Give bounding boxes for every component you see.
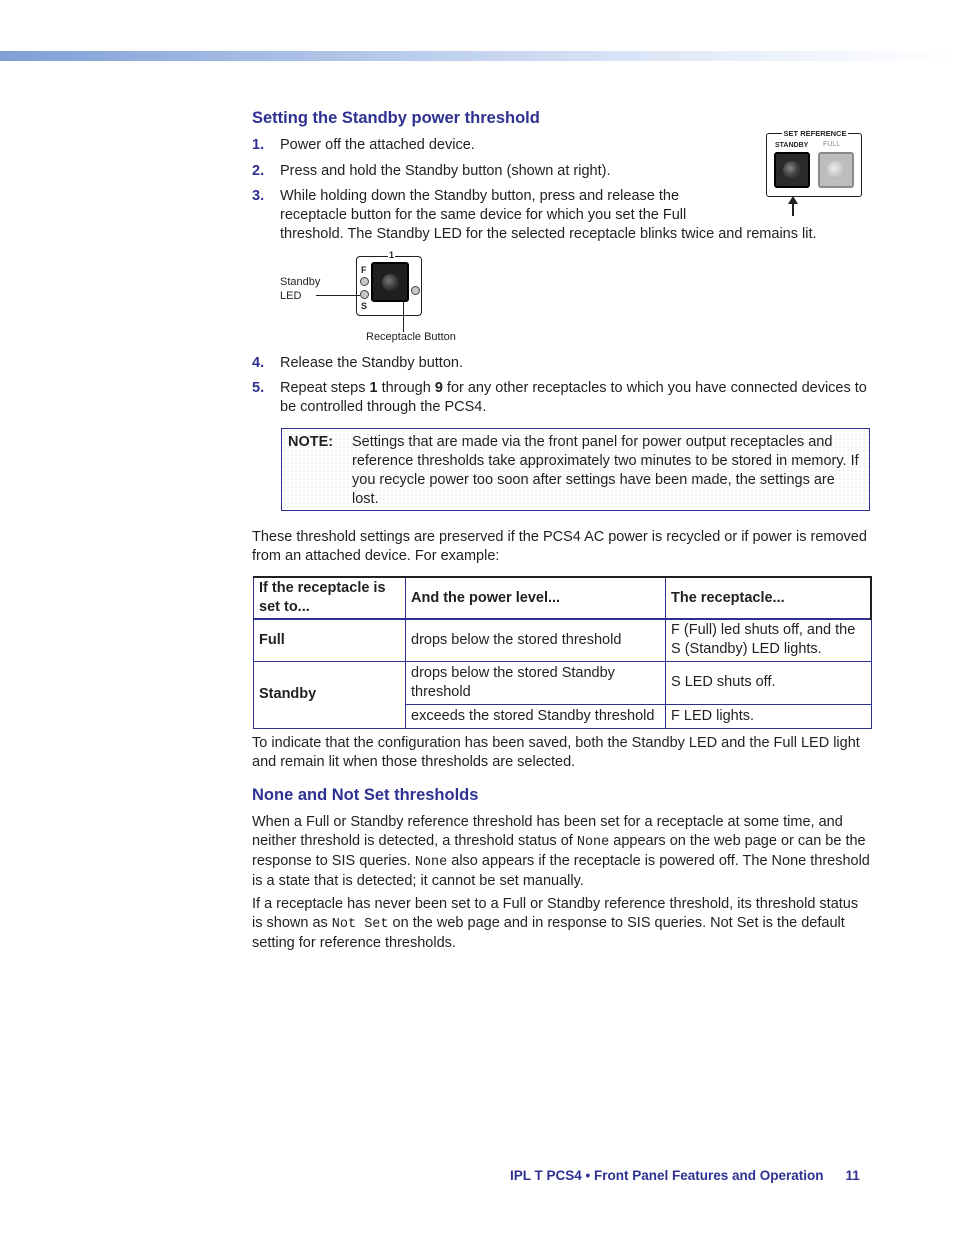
table-header-cell: And the power level... <box>406 577 666 619</box>
note-text: Settings that are made via the front panel for power output receptacles and reference thresholds take approximately two minutes to be stored in memory. If you recycle power too soon after settings have been made, the settings are lost. <box>352 434 859 507</box>
full-label: FULL <box>823 141 841 148</box>
table-cell: exceeds the stored Standby threshold <box>406 704 666 728</box>
table-row <box>254 661 872 704</box>
table-cell: F LED lights. <box>666 704 872 728</box>
code-none: None <box>414 855 448 870</box>
footer-text: IPL T PCS4 • Front Panel Features and Operation <box>510 1168 824 1183</box>
section-heading-standby-threshold: Setting the Standby power threshold <box>252 109 540 127</box>
set-reference-panel <box>766 129 862 197</box>
standby-led-callout: Standby LED <box>280 276 321 302</box>
callout-line <box>403 302 404 332</box>
page-footer <box>510 1166 860 1185</box>
step-text: Repeat steps 1 through 9 for any other receptacles to which you have connected devices to be controlled through the PCS4. <box>280 380 867 415</box>
table-cell: drops below the stored threshold <box>406 619 666 661</box>
full-led-label: F <box>361 265 367 275</box>
step-text: Power off the attached device. <box>280 137 475 153</box>
table-cell: Standby <box>254 661 406 728</box>
code-not-set: Not Set <box>331 917 389 932</box>
table-row <box>254 619 872 661</box>
page-number: 11 <box>845 1168 860 1183</box>
set-reference-title: SET REFERENCE <box>783 129 847 138</box>
receptacle-button-callout: Receptacle Button <box>366 331 456 343</box>
step-number: 1. <box>252 137 265 153</box>
header-gradient-bar <box>0 51 954 61</box>
code-none: None <box>576 835 610 850</box>
step-text: Press and hold the Standby button (shown at right). <box>280 163 611 179</box>
standby-led-label: S <box>361 301 368 311</box>
step-3-line-2: receptacle button for the same device for which you set the Full <box>280 207 687 223</box>
table-cell: drops below the stored Standby threshold <box>406 661 666 704</box>
standby-label: STANDBY <box>775 142 809 149</box>
note-box <box>281 428 870 511</box>
step-number: 5. <box>252 380 265 396</box>
receptacle-number: 1 <box>389 250 395 260</box>
table-cell: F (Full) led shuts off, and the S (Standby) LED lights. <box>666 619 872 661</box>
paragraph-preserved: These threshold settings are preserved if the PCS4 AC power is recycled or if power is removed from an attached device. For example: <box>252 529 867 564</box>
table-header-cell: If the receptacle is set to... <box>254 577 406 619</box>
table-header-cell: The receptacle... <box>666 577 872 619</box>
full-button <box>818 152 854 188</box>
standby-led <box>360 290 369 299</box>
step-text: Release the Standby button. <box>280 355 463 371</box>
table-cell: Full <box>254 619 406 661</box>
paragraph-none: When a Full or Standby reference threshold has been set for a receptacle at some time, and neither threshold is detected, a threshold status of None appears on the web page or can be the response to SIS queries. None also appears if the receptacle is powered off. The None threshold is a state that is detected; it cannot be set manually. <box>252 814 870 889</box>
threshold-table <box>253 576 872 729</box>
full-led <box>360 277 369 286</box>
arrow-shaft <box>792 202 794 216</box>
step-number: 3. <box>252 188 265 204</box>
step-number: 2. <box>252 163 265 179</box>
paragraph-not-set: If a receptacle has never been set to a Full or Standby reference threshold, its threshold status is shown as Not Set on the web page and in response to SIS queries. Not Set is the default setting for reference thresholds. <box>252 896 859 951</box>
table-header-row <box>254 577 872 619</box>
step-3-line-1: While holding down the Standby button, press and release the <box>280 188 680 204</box>
section-heading-none-not-set: None and Not Set thresholds <box>252 786 479 804</box>
table-cell: S LED shuts off. <box>666 661 872 704</box>
step-3-line-3: threshold. The Standby LED for the selected receptacle blinks twice and remains lit. <box>280 226 817 242</box>
paragraph-saved: To indicate that the configuration has been saved, both the Standby LED and the Full LED light and remain lit when those thresholds are selected. <box>252 735 860 770</box>
receptacle-indicator-led <box>411 286 420 295</box>
standby-button <box>774 152 810 188</box>
step-number: 4. <box>252 355 265 371</box>
note-label: NOTE: <box>288 434 334 450</box>
receptacle-button <box>371 262 409 302</box>
callout-line <box>316 295 360 296</box>
